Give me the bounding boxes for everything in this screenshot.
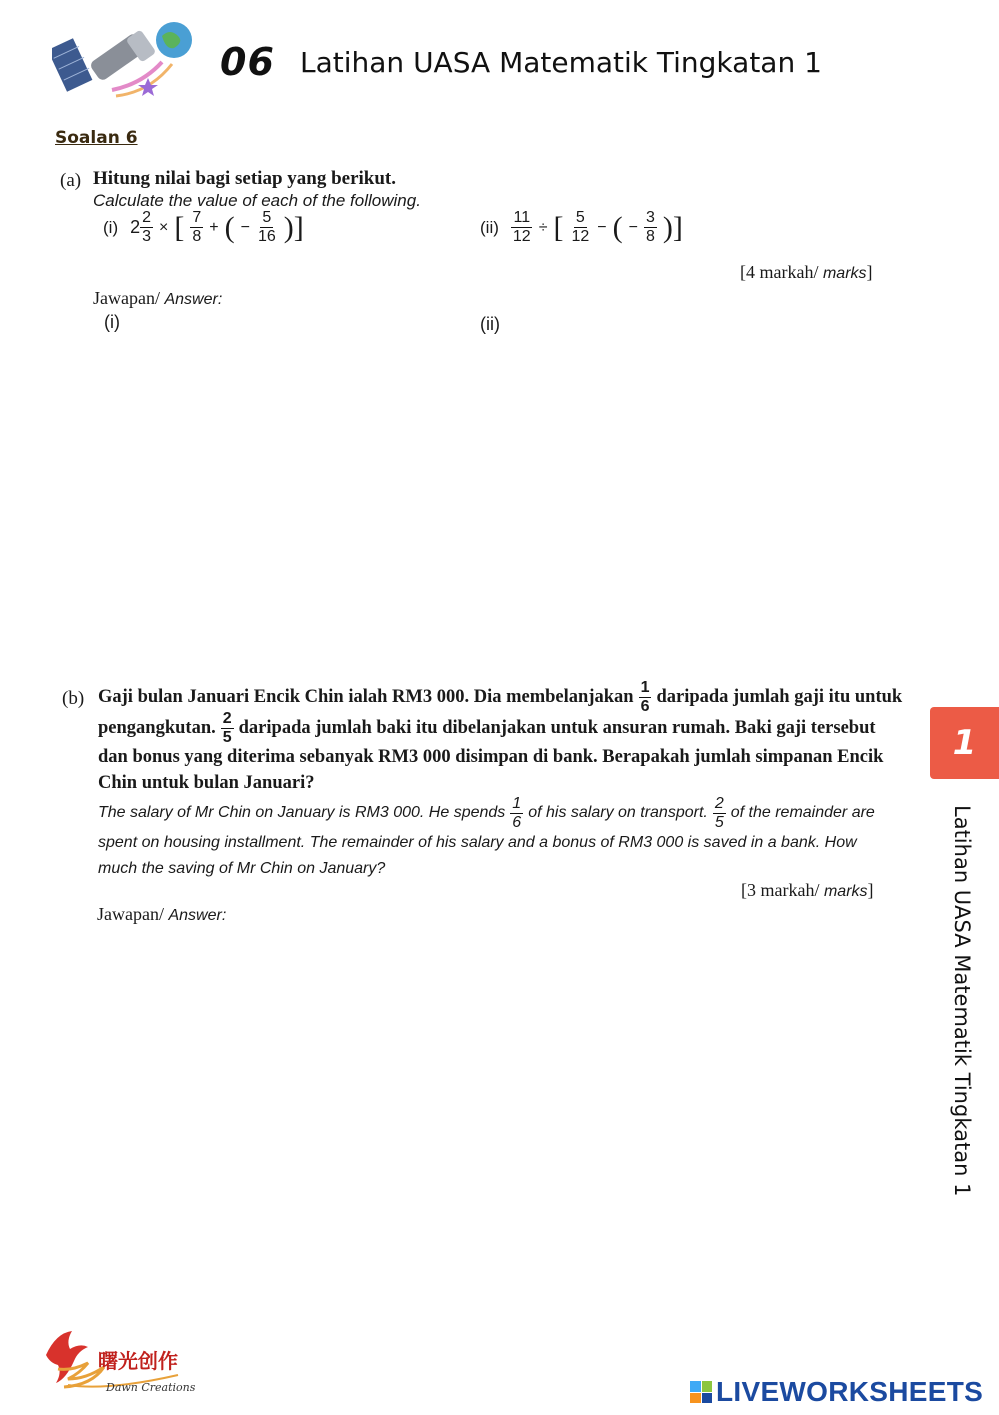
brand-cn: 曙光创作: [98, 1349, 178, 1373]
fraction: $\frac{3}{8}$: [645, 209, 655, 245]
times-sign: ×: [159, 218, 169, 236]
fraction: $\frac{2}{5}$: [714, 794, 724, 831]
plus-sign: +: [209, 218, 219, 236]
question-heading: Soalan 6: [55, 128, 138, 148]
negative-sign: −: [240, 218, 250, 236]
part-b-question-english: The salary of Mr Chin on January is RM3 000. He spends $\frac{1}{6}$ of his salary on transport. $\frac{2}{5}$ of the remainder are spent on housing installment. The remainder of his salary and a bonus of RM3 000 is saved in a bank. How much the saving of Mr Chin on January?: [98, 794, 875, 877]
fraction: $\frac{2}{3}$: [142, 209, 152, 245]
side-title: Latihan UASA Matematik Tingkatan 1: [950, 805, 974, 1197]
dawn-creations-logo: [38, 1325, 198, 1405]
fraction: $\frac{2}{5}$: [222, 710, 232, 746]
part-a-label: (a): [60, 170, 82, 191]
part-b-question-malay: Gaji bulan Januari Encik Chin ialah RM3 000. Dia membelanjakan $\frac{1}{6}$ daripada jumlah gaji itu untuk pengangkutan. $\frac{2}{5}$ daripada jumlah baki itu dibelanjakan untuk ansuran rumah. Baki gaji tersebut dan bonus yang diterima sebanyak RM3 000 disimpan di bank. Berapakah jumlah simpanan Encik Chin untuk bulan Januari?: [98, 679, 903, 793]
part-b-answer-label: Jawapan/ Answer:: [97, 904, 227, 924]
liveworksheets-text: LIVEWORKSHEETS: [716, 1376, 984, 1407]
fraction: $\frac{5}{12}$: [571, 209, 590, 245]
header-illustration: [52, 12, 202, 108]
page-title: Latihan UASA Matematik Tingkatan 1: [300, 46, 822, 79]
part-b-label: (b): [62, 688, 85, 709]
minus-sign: −: [597, 218, 607, 236]
part-a-answer-label: Jawapan/ Answer:: [93, 288, 223, 308]
chapter-side-tab: 1: [930, 707, 999, 779]
satellite-icon: [52, 38, 92, 92]
part-b-marks: [3 markah/ marks]: [741, 880, 874, 900]
divide-sign: ÷: [538, 218, 548, 236]
answer-ii-label: (ii): [480, 314, 500, 334]
chapter-number: 06: [220, 40, 275, 84]
mixed-whole: 2: [130, 217, 141, 237]
liveworksheets-brand: [690, 1376, 983, 1408]
brand-en: Dawn Creations: [106, 1381, 196, 1394]
expression-ii: (ii) $\frac{11}{12}$ ÷ [ $\frac{5}{12}$ − ( − $\frac{3}{8}$ )]: [480, 209, 683, 245]
liveworksheets-icon: [690, 1381, 712, 1403]
answer-i-label: (i): [104, 312, 120, 332]
part-a-instruction-malay: Hitung nilai bagi setiap yang berikut.: [93, 168, 397, 189]
part-a-instruction-english: Calculate the value of each of the following.: [93, 191, 421, 210]
fraction: $\frac{1}{6}$: [512, 794, 522, 831]
fraction: $\frac{7}{8}$: [192, 209, 202, 245]
expression-i: (i) 2 $\frac{2}{3}$ × [ $\frac{7}{8}$ + ( − $\frac{5}{16}$ )]: [103, 209, 304, 245]
fraction: $\frac{5}{16}$: [257, 209, 276, 245]
part-a-marks: [4 markah/ marks]: [740, 262, 873, 282]
expression-i-label: (i): [103, 217, 119, 237]
fraction: $\frac{11}{12}$: [512, 209, 531, 245]
expression-ii-label: (ii): [480, 217, 499, 237]
negative-sign: −: [628, 218, 638, 236]
fraction: $\frac{1}{6}$: [640, 679, 650, 715]
